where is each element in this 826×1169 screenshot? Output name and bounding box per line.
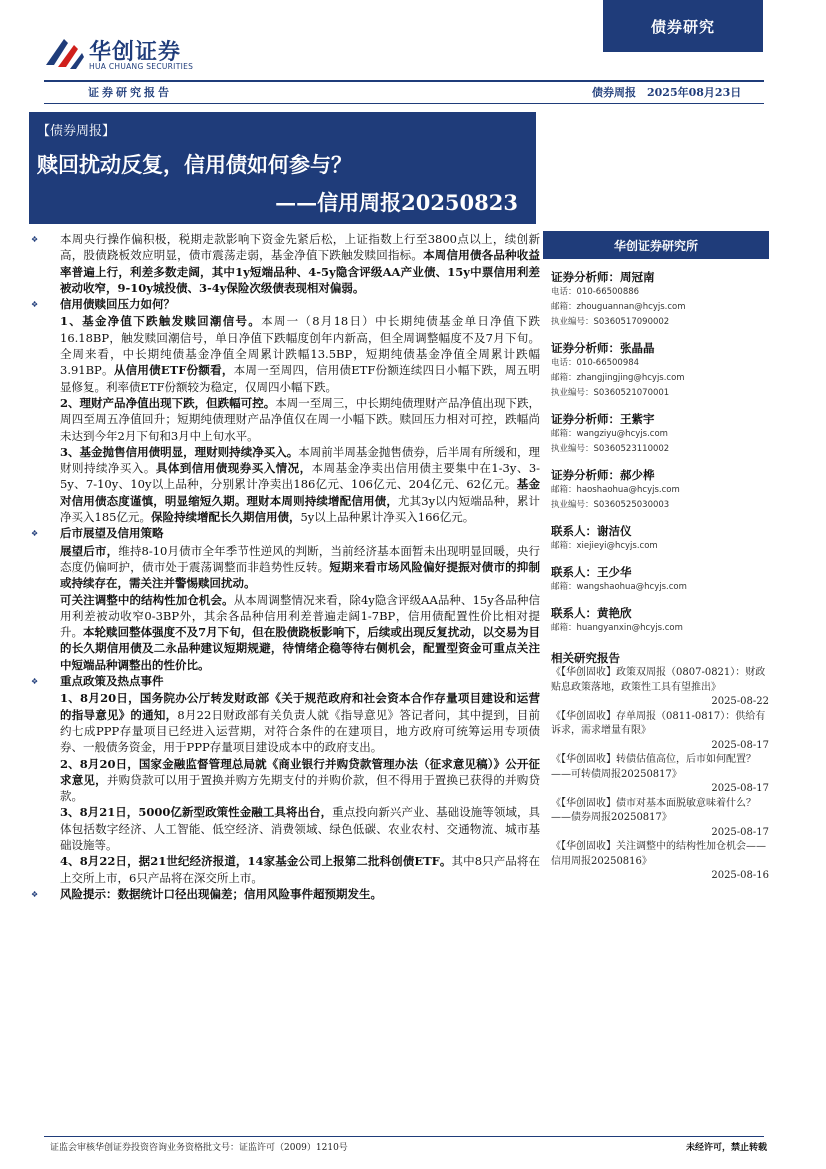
paragraph [60, 395, 540, 444]
section-tab: 债券研究 [603, 0, 763, 52]
text-run: 后市展望及信用策略 [60, 526, 164, 541]
paragraph [60, 444, 540, 525]
analyst-card [551, 564, 769, 595]
analyst-license: 执业编号：S0360517090002 [551, 317, 670, 327]
paragraph [60, 756, 540, 805]
analyst-license: 执业编号：S0360521070001 [551, 388, 670, 398]
text-run: 3、基金抛售信用债明显，理财则持续净买入。 [60, 444, 299, 459]
text-run: 本周一至周三，中长期纯债理财产品净值出现下跌，周四至周五净值回升；短期纯债理财产品净值仅在周一小幅下跌。赎回压力相对可控，跌幅尚未达到今年2月下旬和3月中上旬水平。 [60, 395, 540, 443]
text-run: 本周信用债各品种收益率普遍上行，利差多数走阔，其中1y短端品种、4-5y隐含评级AA产业债、15y中票信用利差被动收窄，9-10y城投债、3-4y保险次级债表现相对偏弱。 [60, 248, 541, 295]
related-report-link[interactable]: 《【华创固收】存单周报（0811-0817）：供给有诉求，需求增量有限》 [551, 710, 766, 736]
analyst-email: 邮箱：wangziyu@hcyjs.com [551, 429, 668, 439]
logo-mark-icon [44, 35, 86, 73]
text-run: 3、8月21日，5000亿新型政策性金融工具将出台， [60, 805, 333, 820]
bullet-item [28, 673, 540, 690]
related-research-list [543, 666, 769, 884]
text-run: 5y以上品种累计净买入166亿元。 [300, 510, 475, 525]
bullet-diamond-icon: ❖ [31, 529, 39, 539]
institute-box: 华创证券研究所 [543, 231, 769, 259]
analyst-name: 证券分析师：王紫宇 [551, 412, 655, 426]
analyst-name: 证券分析师：周冠南 [551, 270, 655, 284]
bullet-text [60, 296, 540, 313]
text-run: 重点投向新兴产业、基础设施等领域，具体包括数字经济、人工智能、低空经济、消费领域、绿色低碳、农业农村、交通物流、城市基础设施等。 [60, 805, 541, 852]
analyst-email: 邮箱：haoshaohua@hcyjs.com [551, 485, 680, 495]
text-run: 并购贷款可以用于置换并购方先期支付的并购价款，但不得用于置换已获得的并购贷款。 [60, 772, 541, 804]
text-run: 维持8-10月债市全年季节性逆风的判断，当前经济基本面暂未出现明显回暖，央行态度仍偏呵护，债市处于震荡调整而非趋势性反转。 [60, 543, 540, 574]
text-run: 其中8只产品将在上交所上市，6只产品将在深交所上市。 [60, 854, 540, 885]
paragraph [60, 853, 540, 886]
related-report-date: 2025-08-16 [711, 870, 769, 881]
related-report-link[interactable]: 《【华创固收】政策双周报（0807-0821）：财政贴息政策落地，政策性工具有望推出》 [551, 667, 766, 693]
analyst-license: 执业编号：S0360525030003 [551, 500, 670, 510]
paragraph [60, 543, 540, 592]
text-run: 4、8月22日，据21世纪经济报道，14家基金公司上报第二批科创债ETF。 [60, 854, 452, 869]
bullet-text [60, 673, 540, 690]
analyst-name: 联系人：黄艳欣 [551, 606, 632, 620]
text-run: 1、8月20日，国务院办公厅转发财政部《关于规范政府和社会资本合作存量项目建设和运营的指导意见》的通知， [60, 691, 540, 722]
text-run: 重点政策及热点事件 [60, 674, 164, 689]
text-run: 本周一（8月18日）中长期纯债基金单日净值下跌16.18BP，触发赎回潮信号，单日净值下跌幅度创年内新高，但全周调整幅度不及7月下旬。全周来看，中长期纯债基金净值全周累计跌幅13.5BP，短期纯债基金净值全周累计跌幅3.91BP。 [60, 314, 540, 378]
text-run: 本轮赎回整体强度不及7月下旬，但在股债跷板影响下，后续或出现反复扰动，以交易为目的长久期信用债及二永品种建议短期规避，待情绪企稳等待右侧机会，配置型资金可重点关注中短端品种调整出的性价比。 [60, 625, 541, 672]
report-title: 赎回扰动反复，信用债如何参与？ [37, 152, 352, 177]
bullet-item [28, 231, 540, 296]
related-report-date: 2025-08-17 [711, 739, 769, 751]
analyst-name: 联系人：谢洁仪 [551, 524, 632, 538]
analyst-email: 邮箱：wangshaohua@hcyjs.com [551, 582, 687, 592]
logo-english-name: HUA CHUANG SECURITIES [89, 62, 194, 71]
text-run: 保险持续增配长久期信用债， [150, 510, 301, 525]
paragraph [60, 592, 540, 673]
bullet-text [60, 886, 540, 903]
analyst-license: 执业编号：S0360523110002 [551, 444, 670, 454]
analyst-card [551, 523, 769, 554]
footer-license: 证监会审核华创证券投资咨询业务资格批文号：证监许可（2009）1210号 [50, 1143, 348, 1153]
bullet-item [28, 296, 540, 313]
summary-body [28, 231, 540, 903]
analyst-card [551, 467, 769, 513]
paragraph [60, 804, 540, 853]
text-run: 8月22日财政部有关负责人就《指导意见》答记者问，其中提到，目前约七成PPP存量项目已经进入运营期，对符合条件的在建项目，地方政府可统筹运用专项债券、一般债务资金，用于PPP存量项目建设成本中的政府支出。 [60, 707, 540, 755]
report-type: 证券研究报告 [88, 86, 172, 99]
analyst-name: 证券分析师：郝少桦 [551, 468, 655, 482]
analyst-card [551, 340, 769, 401]
text-run: 风险提示：数据统计口径出现偏差；信用风险事件超预期发生。 [60, 886, 382, 901]
analyst-name: 证券分析师：张晶晶 [551, 341, 655, 355]
analyst-name: 联系人：王少华 [551, 565, 632, 579]
text-run: 展望后市， [60, 543, 119, 558]
company-logo [44, 35, 204, 75]
header-divider [44, 80, 764, 82]
analyst-card [551, 411, 769, 457]
bullet-diamond-icon: ❖ [31, 889, 39, 899]
analyst-card [551, 269, 769, 330]
bullet-diamond-icon: ❖ [31, 300, 39, 310]
analyst-phone: 电话：010-66500886 [551, 287, 640, 297]
analyst-email: 邮箱：zhouguannan@hcyjs.com [551, 302, 686, 312]
analyst-card [551, 605, 769, 636]
text-run: 从本周调整情况来看，除4y隐含评级AA品种、15y各品种信用利差被动收窄0-3BP外，其余各品种信用利差普遍走阔1-7BP，信用债配置性价比相对提升。 [60, 592, 540, 640]
bullet-text [60, 525, 540, 542]
text-run: 1、基金净值下跌触发赎回潮信号。 [60, 314, 262, 329]
analyst-email: 邮箱：zhangjingjing@hcyjs.com [551, 373, 685, 383]
report-date: 债券周报 2025年08月23日 [592, 86, 742, 99]
text-run: 2、理财产品净值出现下跌，但跌幅可控。 [60, 395, 276, 410]
bullet-item [28, 886, 540, 903]
title-banner [29, 112, 536, 224]
title-tag: 【债券周报】 [37, 124, 116, 139]
analyst-email: 邮箱：xiejieyi@hcyjs.com [551, 541, 658, 551]
related-report-link[interactable]: 《【华创固收】债市对基本面脱敏意味着什么？——债券周报20250817》 [551, 797, 756, 823]
text-run: 信用债赎回压力如何？ [60, 297, 175, 312]
related-report-link[interactable]: 《【华创固收】转债估值高位，后市如何配置？——可转债周报20250817》 [551, 754, 756, 780]
text-run: 基金对信用债态度谨慎，明显缩短久期。理财本周则持续增配信用债， [60, 477, 541, 508]
text-run: 可关注调整中的结构性加仓机会。 [60, 592, 234, 607]
related-report-link[interactable]: 《【华创固收】关注调整中的结构性加仓机会——信用周报20250816》 [551, 841, 766, 867]
analyst-phone: 电话：010-66500984 [551, 358, 640, 368]
text-run: 2、8月20日，国家金融监督管理总局就《商业银行并购贷款管理办法（征求意见稿）》公开征求意见， [60, 756, 540, 787]
related-research-title: 相关研究报告 [551, 651, 620, 665]
paragraph [60, 313, 540, 394]
text-run: 本周基金净卖出信用债主要集中在1-3y、3-5y、7-10y、10y以上品种，分别累计净卖出186亿元、106亿元、204亿元、62亿元。 [60, 461, 541, 492]
paragraph [60, 690, 540, 755]
related-report-date: 2025-08-17 [711, 826, 769, 838]
text-run: 短期来看市场风险偏好提振对债市的抑制或持续存在，需关注并警惕赎回扰动。 [60, 559, 541, 591]
report-subtitle: ——信用周报20250823 [275, 190, 518, 215]
footer-notice: 未经许可，禁止转载 [686, 1143, 768, 1153]
analyst-list [543, 269, 769, 636]
logo-name: 华创证券 [89, 40, 182, 65]
text-run: 尤其3y以内短端品种，累计净买入185亿元。 [60, 493, 540, 525]
analyst-email: 邮箱：huangyanxin@hcyjs.com [551, 623, 683, 633]
bullet-text [60, 231, 540, 296]
text-run: 本周央行操作偏积极，税期走款影响下资金先紧后松，上证指数上行至3800点以上，续创新高，股债跷板效应明显，债市震荡走弱，基金净值下跌触发赎回指标。 [60, 232, 540, 263]
footer-divider [44, 1136, 764, 1137]
related-report-date: 2025-08-22 [711, 696, 769, 707]
sidebar [543, 231, 769, 884]
bullet-item [28, 525, 540, 542]
text-run: 从信用债ETF份额看， [113, 363, 234, 378]
text-run: 本周前半周基金抛售债券，后半周有所缓和，理财则持续净买入。 [60, 444, 541, 476]
subheader-divider [44, 103, 764, 104]
text-run: 本周一至周四，信用债ETF份额连续四日小幅下跌，周五明显修复。利率债ETF份额较为稳定，仅周四小幅下跌。 [60, 363, 540, 394]
bullet-diamond-icon: ❖ [31, 677, 39, 687]
bullet-diamond-icon: ❖ [31, 235, 39, 244]
text-run: 具体到信用债现券买入情况， [155, 461, 312, 476]
related-report-date: 2025-08-17 [711, 783, 769, 794]
